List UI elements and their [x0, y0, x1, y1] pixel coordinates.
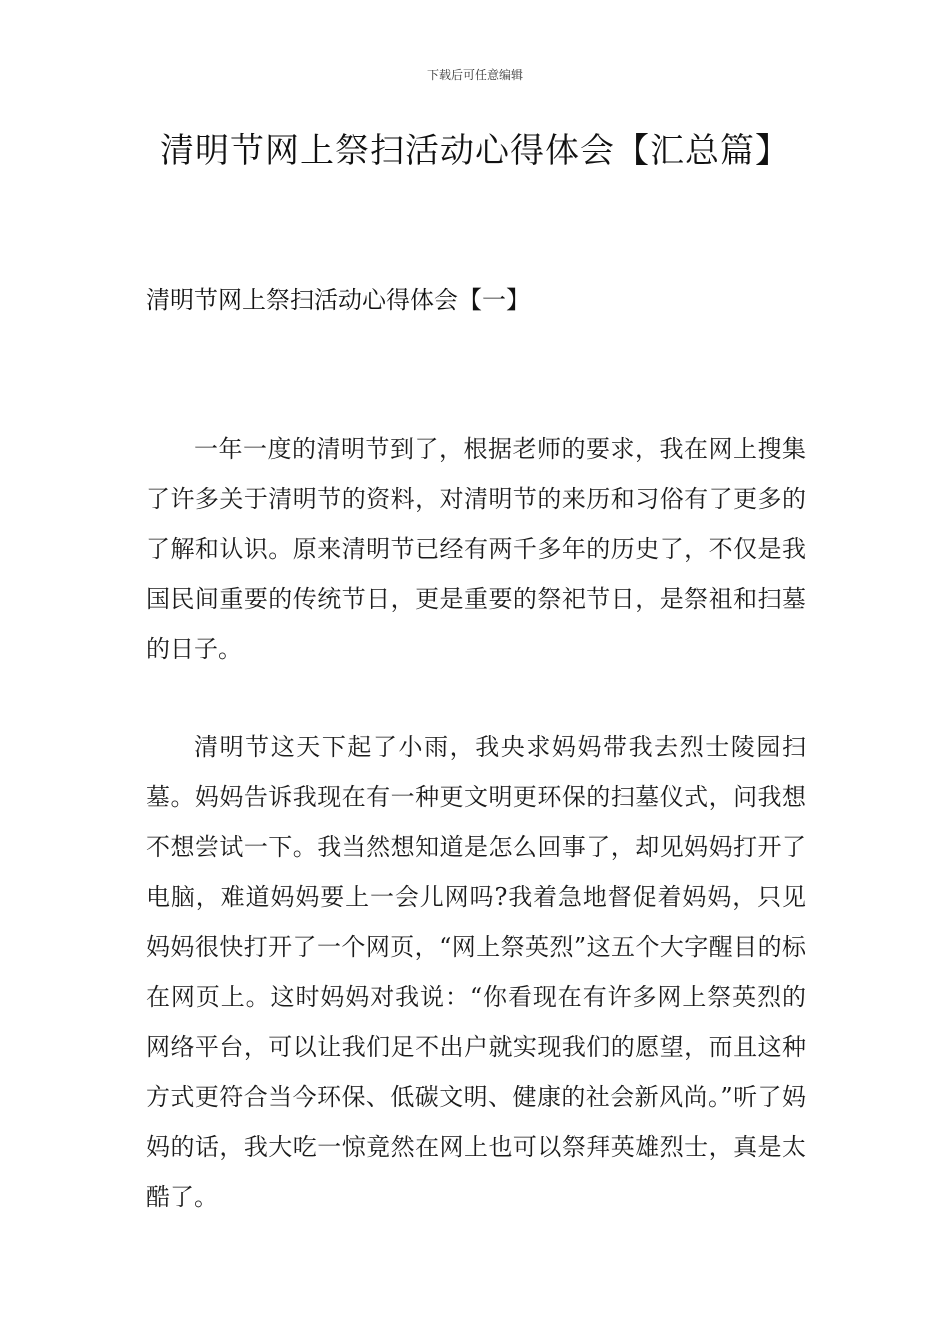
paragraph-2: 清明节这天下起了小雨，我央求妈妈带我去烈士陵园扫墓。妈妈告诉我现在有一种更文明更环保的扫墓仪式，问我想不想尝试一下。我当然想知道是怎么回事了，却见妈妈打开了电脑，难道妈妈要上一会儿网吗?我着急地督促着妈妈，只见妈妈很快打开了一个网页，“网上祭英烈”这五个大字醒目的标在网页上。这时妈妈对我说：“你看现在有许多网上祭英烈的网络平台，可以让我们足不出户就实现我们的愿望，而且这种方式更符合当今环保、低碳文明、健康的社会新风尚。”听了妈妈的话，我大吃一惊竟然在网上也可以祭拜英雄烈士，真是太酷了。	[146, 733, 806, 1211]
section-title: 清明节网上祭扫活动心得体会【一】	[146, 286, 530, 314]
header-note: 下载后可任意编辑	[426, 68, 523, 82]
paragraph-1: 一年一度的清明节到了，根据老师的要求，我在网上搜集了许多关于清明节的资料，对清明节的来历和习俗有了更多的了解和认识。原来清明节已经有两千多年的历史了，不仅是我国民间重要的传统节日，更是重要的祭祀节日，是祭祖和扫墓的日子。	[146, 435, 806, 663]
page-title: 清明节网上祭扫活动心得体会【汇总篇】	[160, 131, 790, 171]
